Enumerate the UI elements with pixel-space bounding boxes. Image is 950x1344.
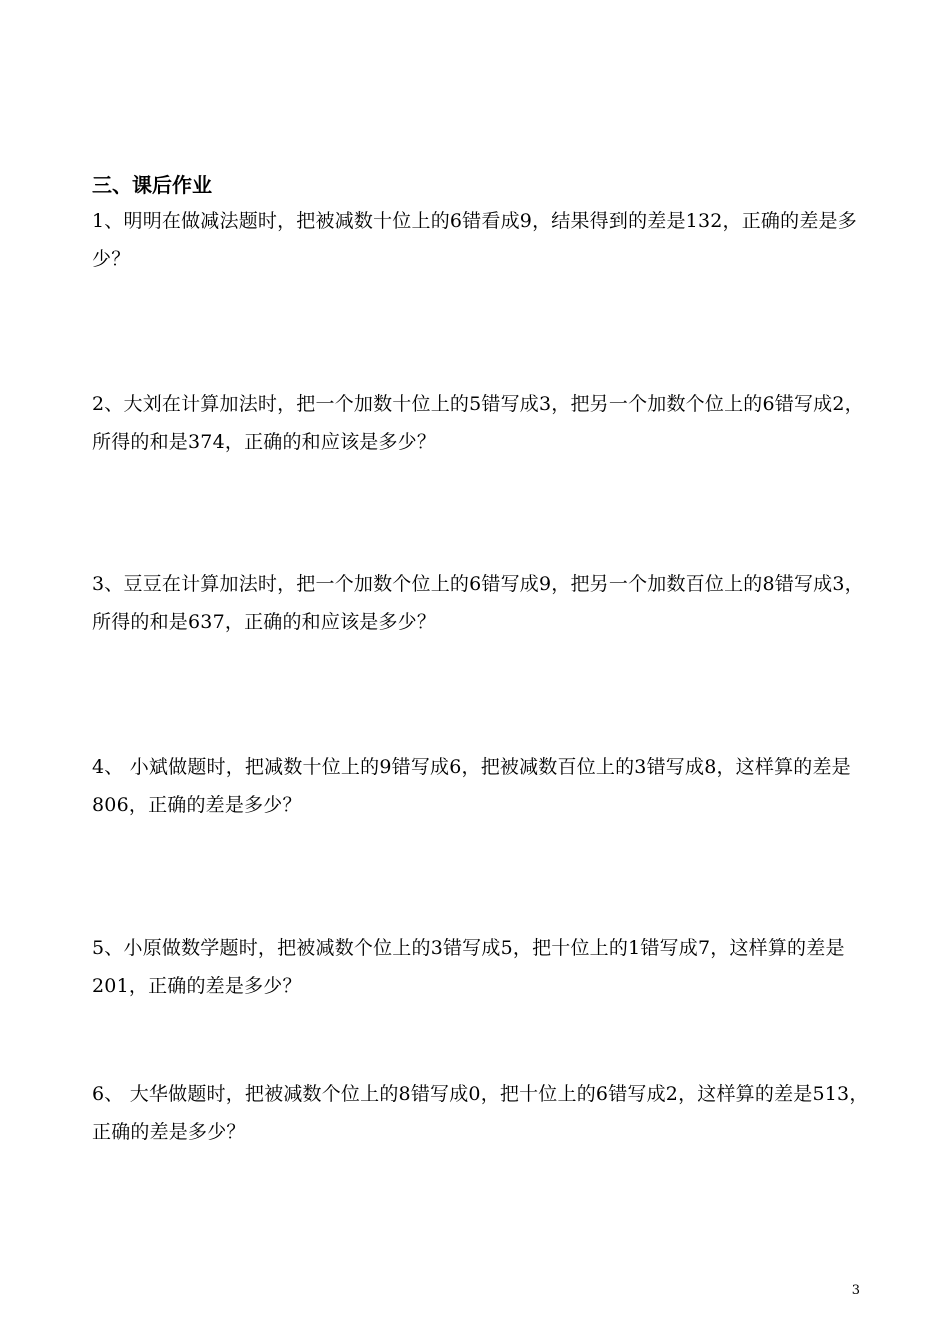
question-4: 4、 小斌做题时，把减数十位上的9错写成6，把被减数百位上的3错写成8，这样算的差是806，正确的差是多少？ — [92, 756, 851, 816]
page-number: 3 — [851, 1283, 860, 1298]
question-2: 2、大刘在计算加法时，把一个加数十位上的5错写成3，把另一个加数个位上的6错写成2，所得的和是374，正确的和应该是多少？ — [92, 393, 864, 453]
question-5: 5、小原做数学题时，把被减数个位上的3错写成5，把十位上的1错写成7，这样算的差是201，正确的差是多少？ — [92, 937, 845, 997]
question-3: 3、豆豆在计算加法时，把一个加数个位上的6错写成9，把另一个加数百位上的8错写成3，所得的和是637，正确的和应该是多少？ — [92, 573, 864, 633]
section-title: 三、课后作业 — [92, 173, 212, 197]
question-1: 1、明明在做减法题时，把被减数十位上的6错看成9，结果得到的差是132，正确的差是多少？ — [92, 210, 857, 270]
question-6: 6、 大华做题时，把被减数个位上的8错写成0，把十位上的6错写成2，这样算的差是513，正确的差是多少？ — [92, 1083, 869, 1143]
